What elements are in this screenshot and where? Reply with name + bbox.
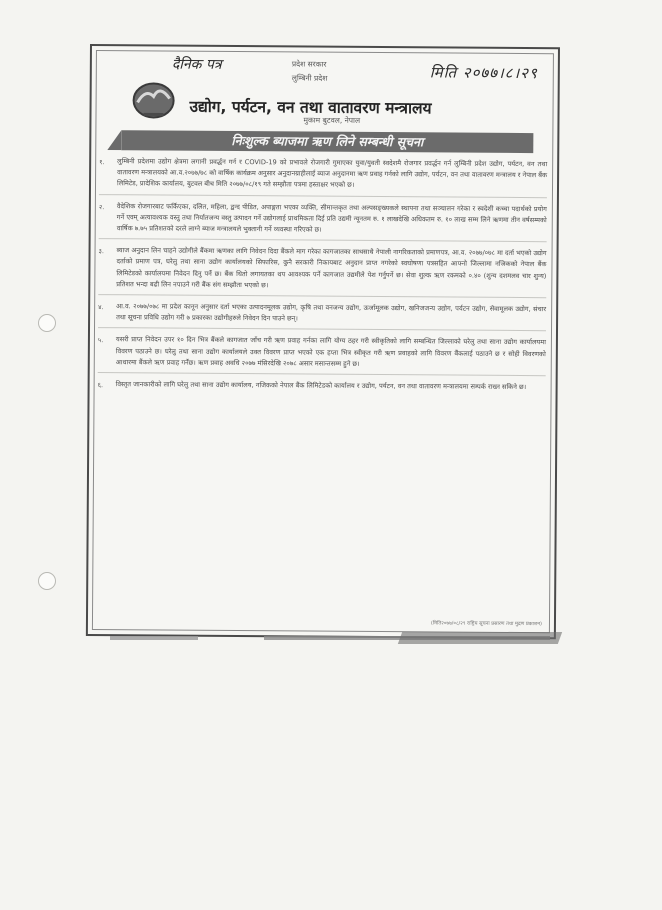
ministry-title: उद्योग, पर्यटन, वन तथा वातावरण मन्त्रालय <box>189 97 432 118</box>
punch-hole-bottom <box>38 572 56 590</box>
item-number: ५. <box>97 336 104 345</box>
item-text: वैदेशिक रोजगारबाट फर्किएका, दलित, महिला, द्वन्द पीडित, अपाङ्गता भएका व्यक्ति, सीमान्तकृत तथा अल्पसङ्ख्यकले स्थापना तथा सञ्चालन गरेका र स्वदेशी कच्चा पदार्थको प्रयोग गर्ने एवम् अत्यावश्यक वस्तु तथा निर्यातजन्य वस्तु उत्पादन गर्ने उद्योगलाई प्राथमिकता दिई प्रति उद्यमी न्यूनतम रु. १ लाखदेखि अधिकतम रु. १० लाख सम्म लिने ऋणमा तीन वर्षसम्मको वार्षिक ७.७५ प्रतिशतको दरले लाग्ने ब्याज मन्त्रालयले भुक्तानी गर्ने व्यवस्था गरिएको छ। <box>116 201 547 234</box>
notice-item <box>98 335 546 377</box>
item-number: १. <box>99 158 105 167</box>
notice-item <box>98 245 546 298</box>
notice-item <box>98 301 546 332</box>
notice-item <box>98 379 546 397</box>
notice-items <box>98 156 548 403</box>
item-number: २. <box>98 202 105 211</box>
publication-footnote: (मिति२०७७/०८/२९ राष्ट्रिय सूचना प्रसारण तथा मुद्रण प्रकाशन) <box>430 620 542 628</box>
item-text: ब्याज अनुदान लिन चाहने उद्योगीले बैंकमा ऋणका लागि निवेदन दिदा बैंकले माग गरेका कागजातका साथसाथै नेपाली नागरिकताको प्रमाणपत्र, आ.व. २०७७/०७८ मा दर्ता भएको उद्योग दर्ताको प्रमाण पत्र, घरेलु तथा साना उद्योग कार्यालयको सिफारिस, कुनै सरकारी निकायबाट अनुदान प्राप्त नगरेको स्वघोषणा पत्रसहित आफ्नो जिल्लामा नजिकको नेपाल बैंक लिमिटेडको कार्यालयमा निवेदन दिनु पर्ने छ। बैंक धितो लगायतका थप आवश्यक पर्ने कागजात उद्यमीले पेश गर्नुपर्ने छ। सेवा शुल्क ऋण रकमको ०.४० (शुन्य दशमलव चार शुन्य) प्रतिशत भन्दा बढी लिन नपाउने गरी बैंक संग सम्झौता भएको छ। <box>116 246 547 290</box>
handwritten-date-note: मिति २०७७।८।२९ <box>429 63 538 83</box>
item-number: ३. <box>98 247 105 256</box>
gov-line-2: लुम्बिनी प्रदेश <box>291 73 328 83</box>
clipping-edge-shadow <box>398 632 562 644</box>
item-text: यसरी प्राप्त निवेदन उपर १० दिन भित्र बैंकले कागजात जाँच गरी ऋण प्रवाह गर्नका लागि योग्य ठहर गरी स्वीकृतिको लागि सम्बन्धित जिल्लाको घरेलु तथा साना उद्योग कार्यालयमा विवरण पठाउने छ। घरेलु तथा साना उद्योग कार्यालयले उक्त विवरण प्राप्त भएको एक हप्ता भित्र स्वीकृत गरी ऋण प्रवाहको लागि विवरण बैंकलाई पठाउने छ र सोही विवरणको आधारमा बैंकले ऋण प्रवाह गर्नेछ। ऋण प्रवाह अवधि २०७७ मंसिरदेखि २०७८ असार मसान्तसम्म हुने छ। <box>115 335 546 368</box>
item-text: विस्तृत जानकारीको लागि घरेलु तथा साना उद्योग कार्यालय, नजिकको नेपाल बैंक लिमिटेडको कार्यालय र उद्योग, पर्यटन, वन तथा वातावरण मन्त्रालयमा सम्पर्क राख्न सकिने छ। <box>115 380 527 392</box>
item-number: ६. <box>97 381 104 390</box>
notice-title-banner: निःशुल्क ब्याजमा ऋण लिने सम्बन्धी सूचना <box>121 130 533 153</box>
notice-item <box>99 201 547 243</box>
item-number: ४. <box>98 303 104 312</box>
handwritten-source-note: दैनिक पत्र <box>171 56 222 73</box>
newspaper-notice-clipping <box>86 44 560 639</box>
item-text: लुम्बिनी प्रदेशमा उद्योग क्षेत्रमा लगानी प्रवर्द्धन गर्न र COVID-19 को प्रभावले रोजगारी गुमाएका युवा/युवती स्वदेशमै रोजगार प्रवर्द्धन गर्न लुम्बिनी प्रदेश उद्योग, पर्यटन, वन तथा वातावरण मन्त्रालयको आ.व.२०७७/७८ को वार्षिक कार्यक्रम अनुसार अनुदानग्राहीलाई ब्याज अनुदानमा ऋण प्रवाह गर्नको लागि उद्योग, पर्यटन, वन तथा वातावरण मन्त्रालय र नेपाल बैंक लिमिटेड, प्रादेशिक कार्यालय, बुटवल बीच मिति २०७७/०८/१९ गते सम्झौता पत्रमा हस्ताक्षर भएको छ। <box>116 157 548 190</box>
punch-hole-top <box>38 314 56 332</box>
office-location: मुकाम बुटवल, नेपाल <box>303 115 361 125</box>
item-text: आ.व. २०७७/०७८ मा प्रदेश कानून अनुसार दर्ता भएका उत्पादनमूलक उद्योग, कृषि तथा वनजन्य उद्योग, ऊर्जामूलक उद्योग, खनिजजन्य उद्योग, पर्यटन उद्योग, सेवामूलक उद्योग, संचार तथा सूचना प्रविधि उद्योग गरी ७ प्रकारका उद्योगीहरुले निवेदन दिन पाउने छन्। <box>116 302 547 323</box>
government-emblem-icon <box>129 76 177 120</box>
notice-item <box>99 156 547 198</box>
gov-line-1: प्रदेश सरकार <box>291 59 327 69</box>
